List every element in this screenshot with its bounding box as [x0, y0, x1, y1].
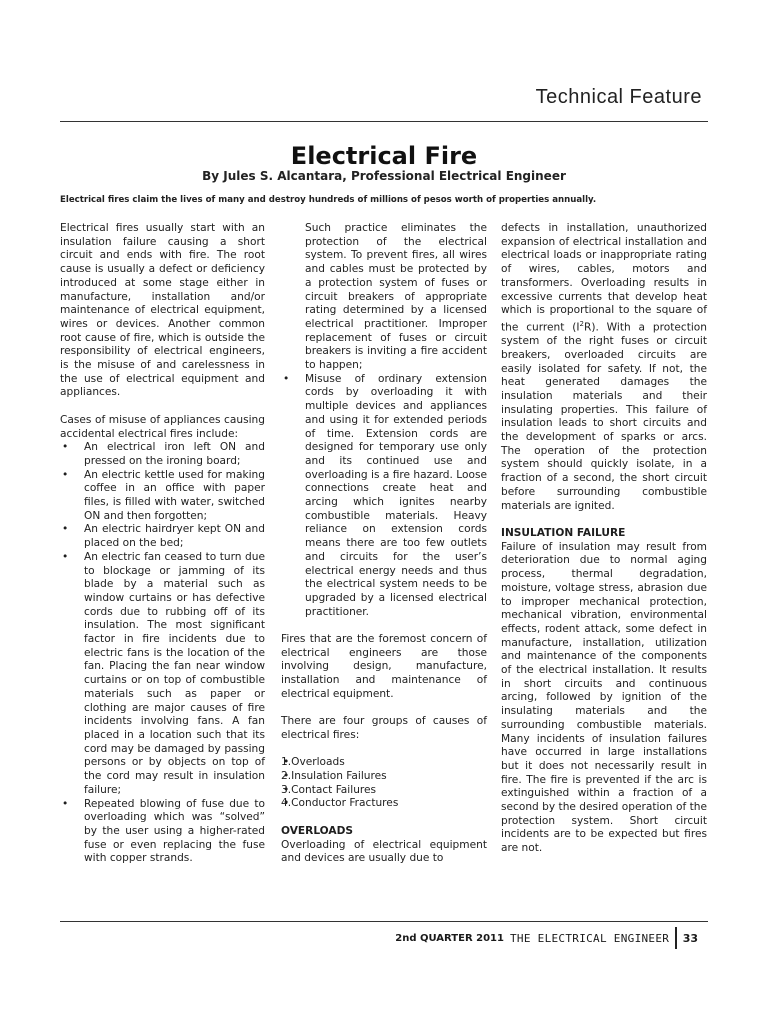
- page-footer: [395, 928, 698, 948]
- paragraph: There are four groups of causes of electrical fires:: [281, 715, 487, 741]
- paragraph: Electrical fires usually start with an insulation failure causing a short circuit and ends with fire. The root cause is usually a defect or deficiency introduced at some stage either in manufacture, installation and/or maintenance of electrical equipment, wires or devices. Another common root cause of fire, which is outside the responsibility of electrical engineers, is the misuse of and carelessness in the use of electrical equipment and appliances.: [60, 222, 265, 399]
- misuse-list-cont: [281, 373, 487, 620]
- list-item: • An electric fan ceased to turn due to blockage or jamming of its blade by a material such as window curtains or has defective cords due to rubbing off of its insulation. The most significant factor in fire incidents due to electric fans is the location of the fan. Placing the fan near window curtains or on top of combustible materials such as paper or clothing are major causes of fire incidents involving fans. A fan placed in a location such that its cord may be damaged by passing persons or by objects on top of the cord may result in insulation failure;: [60, 551, 265, 798]
- paragraph: Cases of misuse of appliances causing accidental electrical fires include:: [60, 413, 265, 440]
- footer-divider: [675, 927, 677, 949]
- article-title: Electrical Fire: [290, 142, 478, 170]
- list-item: • Misuse of ordinary extension cords by overloading it with multiple devices and appliances and using it for extended periods of time. Extension cords are designed for temporary use only and its continued use and overloading is a fire hazard. Loose connections create heat and arcing which ignites nearby combustible materials. Heavy reliance on extension cords means there are too few outlets and circuits for the user’s electrical energy needs and thus the electrical system needs to be upgraded by a licensed electrical practitioner.: [281, 373, 487, 620]
- article-lede: Electrical fires claim the lives of many and destroy hundreds of millions of pesos worth of properties annually.: [60, 195, 597, 205]
- magazine-name: THE ELECTRICAL ENGINEER: [509, 931, 670, 945]
- list-item: • Repeated blowing of fuse due to overloading which was “solved” by the user using a higher-rated fuse or even replacing the fuse with copper strands.: [60, 798, 265, 867]
- cause-item: • 3.Contact Failures: [281, 784, 487, 798]
- footer-rule: [60, 921, 708, 922]
- paragraph: Overloading of electrical equipment and devices are usually due to: [281, 838, 487, 865]
- section-label: Technical Feature: [535, 86, 702, 108]
- list-continuation: Such practice eliminates the protection of the electrical system. To prevent fires, all wires and cables must be protected by a protection system of fuses or circuit breakers of appropriate rating determined by a licensed electrical practitioner. Improper replacement of fuses or circuit breakers is inviting a fire accident to happen;: [305, 222, 487, 372]
- paragraph: Fires that are the foremost concern of electrical engineers are those involving design, manufacture, installation and maintenance of electrical equipment.: [281, 633, 487, 700]
- list-item: • An electric kettle used for making coffee in an office with paper files, is filled with water, switched ON and then forgotten;: [60, 469, 265, 524]
- cause-item: • 1.Overloads: [281, 756, 487, 770]
- cause-item: • 4.Conductor Fractures: [281, 797, 487, 811]
- section-heading: OVERLOADS: [281, 824, 354, 837]
- header-rule: [60, 121, 708, 122]
- article-byline: By Jules S. Alcantara, Professional Electrical Engineer: [202, 169, 566, 183]
- paragraph: defects in installation, unauthorized expansion of electrical installation and electrical loads or inappropriate rating of wires, cables, motors and transformers. Overloading results in excessive currents that develop heat which is proportional to the square of the current $(I^2R)$. With a protection system of the right fuses or circuit breakers, overloaded circuits are easily isolated for safety. If not, the heat generated damages the insulation materials and their insulating properties. This failure of insulation leads to short circuits and the development of sparks or arcs. The operation of the protection system should quickly isolate, in a fraction of a second, the short circuit before surrounding combustible materials are ignited.: [501, 222, 707, 512]
- section-heading: INSULATION FAILURE: [501, 526, 626, 539]
- page-number: 33: [682, 931, 698, 945]
- list-item: • An electric hairdryer kept ON and placed on the bed;: [60, 523, 265, 550]
- issue-label: 2nd QUARTER 2011: [395, 932, 504, 944]
- misuse-list: [60, 441, 265, 866]
- column-3: [501, 222, 707, 870]
- column-2: [281, 222, 487, 880]
- column-1: [60, 222, 265, 880]
- cause-item: • 2.Insulation Failures: [281, 770, 487, 784]
- paragraph: Failure of insulation may result from deterioration due to normal aging process, thermal degradation, moisture, voltage stress, abrasion due to improper mechanical protection, mechanical vibration, environmental effects, rodent attack, some defect in manufacture, installation, utilization and maintenance of the components of the electrical installation. It results in short circuits and continuous arcing, followed by ignition of the insulating materials and the surrounding combustible materials. Many incidents of insulation failures have occurred in large installations but it does not necessarily result in fire. The fire is prevented if the arc is extinguished within a fraction of a second by the desired operation of the protection system. Short circuit incidents are to be expected but fires are not.: [501, 540, 707, 855]
- causes-list: [281, 756, 487, 811]
- list-item: • An electrical iron left ON and pressed on the ironing board;: [60, 441, 265, 468]
